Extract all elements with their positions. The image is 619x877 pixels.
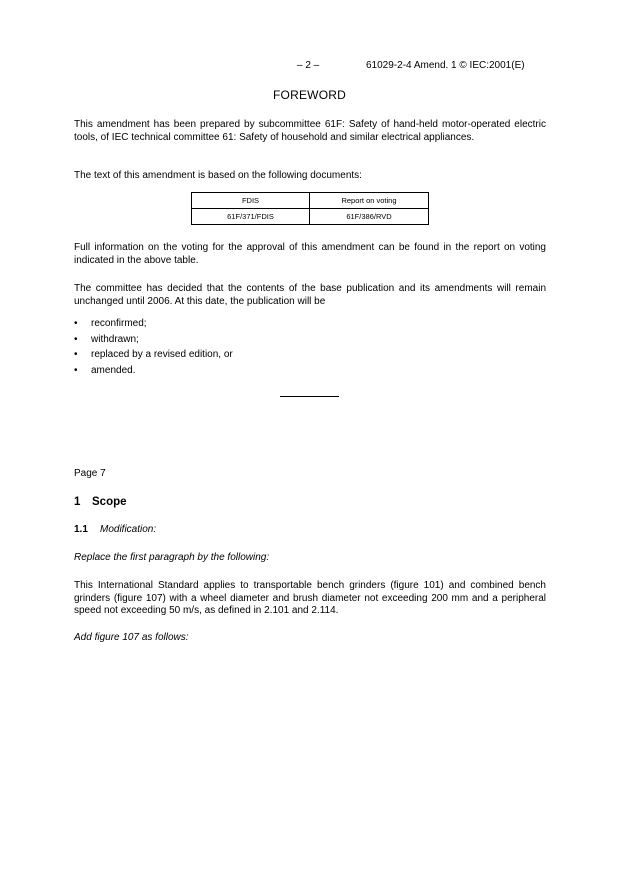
- document-id: 61029-2-4 Amend. 1 © IEC:2001(E): [366, 60, 525, 71]
- list-item: [74, 349, 233, 365]
- foreword-heading: FOREWORD: [273, 88, 346, 102]
- amendment-instruction: Replace the first paragraph by the following:: [74, 552, 270, 563]
- table-cell: 61F/386/RVD: [310, 209, 429, 225]
- scope-paragraph: This International Standard applies to transportable bench grinders (figure 101) and combined bench grinders (figure 107) with a wheel diameter and brush diameter not exceeding 200 mm and a peripheral speed not exceeding 50 m/s, as defined in 2.101 and 2.114.: [74, 580, 546, 616]
- clause-number: 1: [74, 496, 81, 508]
- table-cell: 61F/371/FDIS: [192, 209, 310, 225]
- table-header-row: [192, 193, 429, 209]
- subclause-number: 1.1: [74, 524, 88, 535]
- table-header-cell: FDIS: [192, 193, 310, 209]
- clause-title: Scope: [92, 496, 127, 508]
- documents-table: [191, 192, 429, 225]
- page-reference: Page 7: [74, 468, 106, 479]
- table-row: [192, 209, 429, 225]
- list-item-text: reconfirmed;: [91, 318, 147, 329]
- foreword-paragraph-2: The text of this amendment is based on the following documents:: [74, 170, 362, 181]
- bullet-icon: •: [74, 318, 78, 329]
- bullet-icon: •: [74, 364, 78, 376]
- amendment-instruction: Add figure 107 as follows:: [74, 632, 189, 643]
- subclause-heading: [74, 524, 156, 535]
- foreword-paragraph-3: Full information on the voting for the approval of this amendment can be found in the report on voting indicated in the above table.: [74, 242, 546, 266]
- bullet-icon: •: [74, 349, 78, 360]
- publication-options-list: [74, 318, 233, 380]
- foreword-paragraph-4: The committee has decided that the contents of the base publication and its amendments will remain unchanged until 2006. At this date, the publication will be: [74, 283, 546, 307]
- list-item-text: amended.: [91, 364, 136, 376]
- list-item: [74, 365, 233, 381]
- list-item-text: withdrawn;: [91, 333, 139, 345]
- bullet-icon: •: [74, 333, 78, 345]
- list-item: [74, 334, 233, 350]
- table-header-cell: Report on voting: [310, 193, 429, 209]
- section-divider: [280, 396, 339, 397]
- list-item-text: replaced by a revised edition, or: [91, 349, 233, 360]
- scope-heading: [74, 496, 127, 508]
- list-item: [74, 318, 233, 334]
- page-number: – 2 –: [297, 60, 320, 71]
- foreword-paragraph-1: This amendment has been prepared by subcommittee 61F: Safety of hand-held motor-operated electric tools, of IEC technical committee 61: Safety of household and similar electrical appliances.: [74, 119, 546, 143]
- subclause-title: Modification:: [100, 524, 157, 535]
